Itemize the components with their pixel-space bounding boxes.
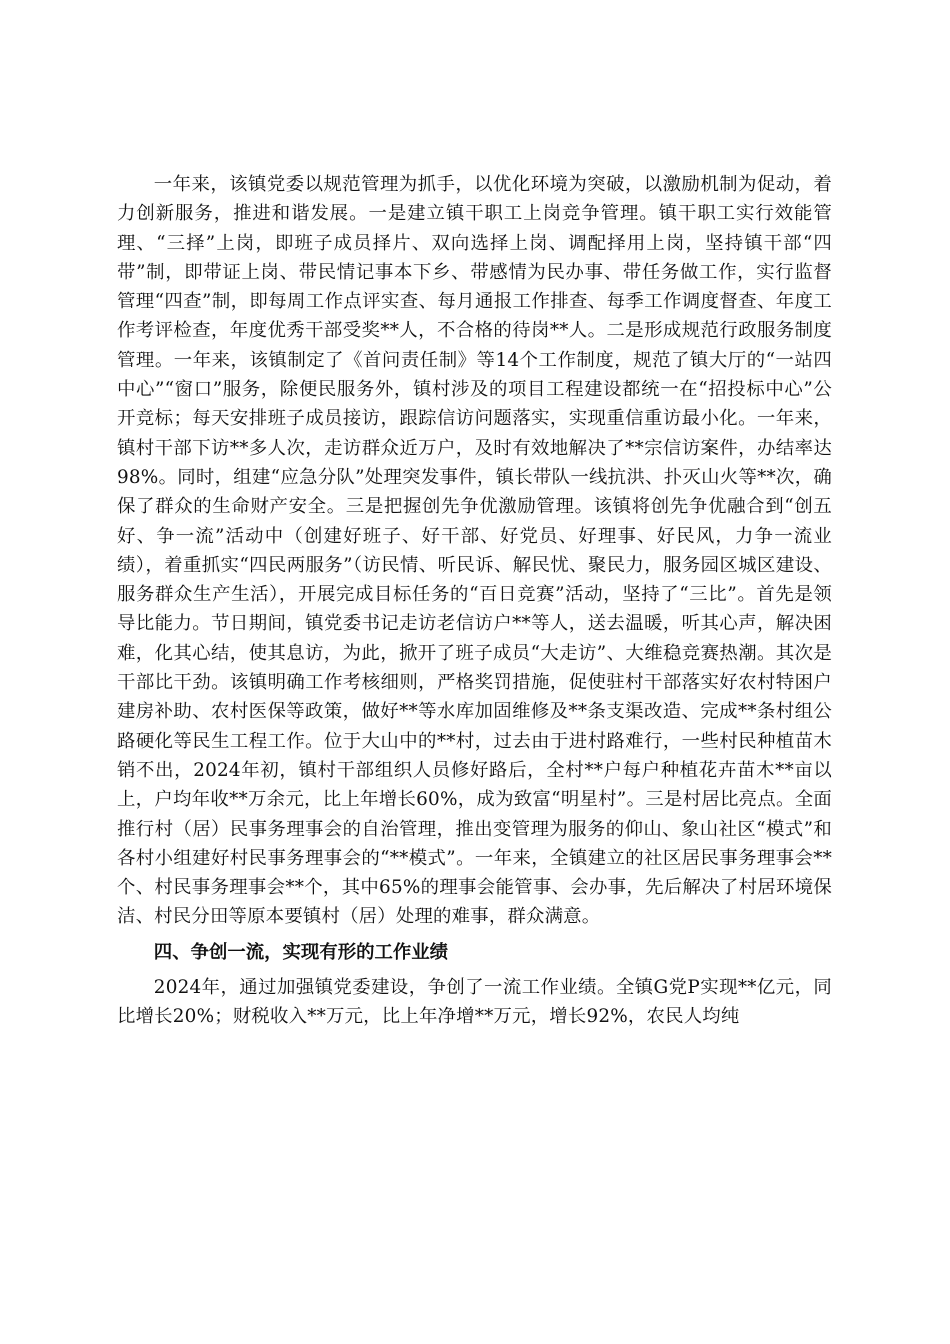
document-body <box>117 170 832 1032</box>
body-paragraph: 一年来，该镇党委以规范管理为抓手，以优化环境为突破，以激励机制为促动，着力创新服务，推进和谐发展。一是建立镇干职工上岗竞争管理。镇干职工实行效能管理、“三择”上岗，即班子成员择片、双向选择上岗、调配择用上岗，坚持镇干部“四带”制，即带证上岗、带民情记事本下乡、带感情为民办事、带任务做工作，实行监督管理“四查”制，即每周工作点评实查、每月通报工作排查、每季工作调度督查、年度工作考评检查，年度优秀干部受奖**人，不合格的待岗**人。二是形成规范行政服务制度管理。一年来，该镇制定了《首问责任制》等14个工作制度，规范了镇大厅的“一站四中心”“窗口”服务，除便民服务外，镇村涉及的项目工程建设都统一在“招投标中心”公开竞标；每天安排班子成员接访，跟踪信访问题落实，实现重信重访最小化。一年来，镇村干部下访**多人次，走访群众近万户，及时有效地解决了**宗信访案件，办结率达98%。同时，组建“应急分队”处理突发事件，镇长带队一线抗洪、扑灭山火等**次，确保了群众的生命财产安全。三是把握创先争优激励管理。该镇将创先争优融合到“创五好、争一流”活动中（创建好班子、好干部、好党员、好理事、好民风，力争一流业绩），着重抓实“四民两服务”（访民情、听民诉、解民忧、聚民力，服务园区城区建设、服务群众生产生活），开展完成目标任务的“百日竞赛”活动，坚持了“三比”。首先是领导比能力。节日期间，镇党委书记走访老信访户**等人，送去温暖，听其心声，解决困难，化其心结，使其息访，为此，掀开了班子成员“大走访”、大维稳竞赛热潮。其次是干部比干劲。该镇明确工作考核细则，严格奖罚措施，促使驻村干部落实好农村特困户建房补助、农村医保等政策，做好**等水库加固维修及**条支渠改造、完成**条村组公路硬化等民生工程工作。位于大山中的**村，过去由于进村路难行，一些村民种植苗木销不出，2024年初，镇村干部组织人员修好路后，全村**户每户种植花卉苗木**亩以上，户均年收**万余元，比上年增长60%，成为致富“明星村”。三是村居比亮点。全面推行村（居）民事务理事会的自治管理，推出变管理为服务的仰山、象山社区“模式”和各村小组建好村民事务理事会的“**模式”。一年来，全镇建立的社区居民事务理事会**个、村民事务理事会**个，其中65%的理事会能管事、会办事，先后解决了村居环境保洁、村民分田等原本要镇村（居）处理的难事，群众满意。 <box>117 174 832 928</box>
body-paragraph-continued: 2024年，通过加强镇党委建设，争创了一流工作业绩。全镇G党P实现**亿元，同比增长20%；财税收入**万元，比上年净增**万元，增长92%，农民人均纯 <box>117 977 832 1028</box>
section-heading: 四、争创一流，实现有形的工作业绩 <box>153 941 449 963</box>
